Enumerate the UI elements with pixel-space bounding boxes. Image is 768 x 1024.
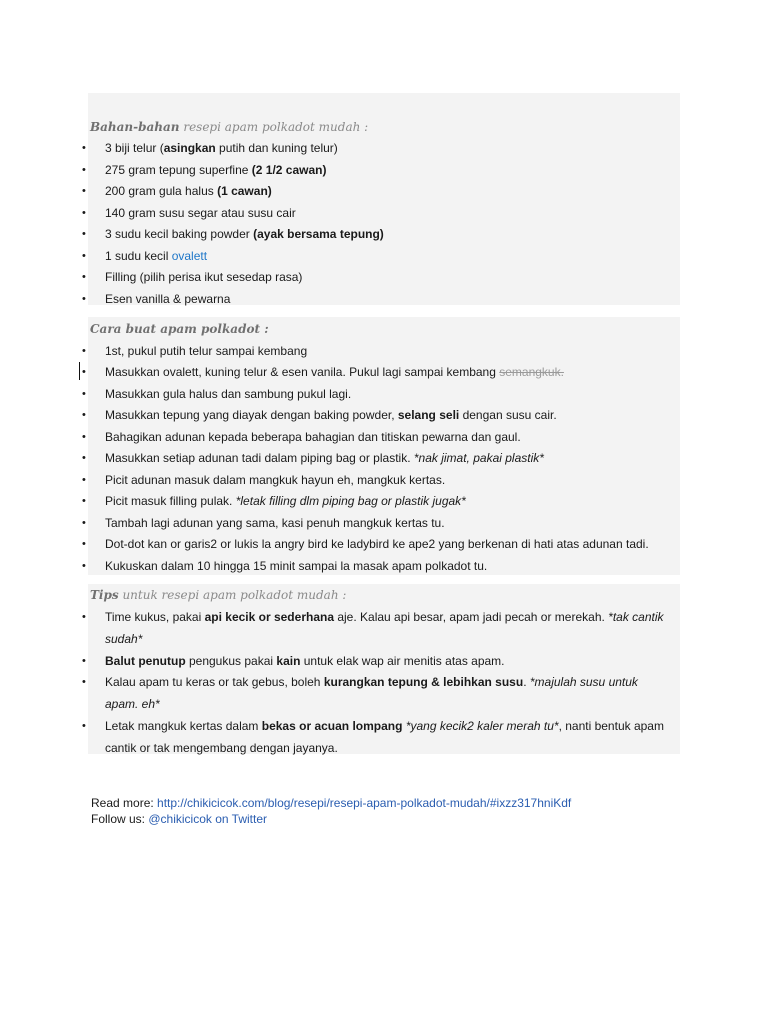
method-step	[0, 362, 649, 383]
bold-text: kain	[276, 653, 301, 668]
item-text	[105, 537, 649, 551]
italic-note: *yang kecik2 kaler merah tu*	[405, 718, 559, 733]
bullet-icon: •	[82, 292, 86, 305]
item-text	[105, 654, 505, 668]
bullet-icon: •	[82, 163, 86, 176]
bullet-icon: •	[82, 409, 86, 422]
bullet-icon: •	[82, 430, 86, 443]
italic-note: *letak filling dlm piping bag or plastik jugak*	[235, 494, 466, 509]
item-text	[105, 270, 302, 284]
tips-heading: Tips untuk resepi apam polkadot mudah :	[90, 588, 347, 602]
text-run: 1st, pukul putih telur sampai kembang	[105, 344, 308, 358]
bullet-icon: •	[82, 185, 86, 197]
text-run: Filling (pilih perisa ikut sesedap rasa)	[105, 270, 303, 284]
ingredient-item	[0, 289, 384, 311]
item-text	[105, 473, 445, 487]
bullet-icon: •	[82, 611, 86, 623]
bold-text: asingkan	[163, 141, 216, 155]
text-run: untuk elak wap air menitis atas apam.	[300, 653, 505, 668]
text-run: , nanti bentuk apam cantik or tak mengembang dengan jayanya.	[105, 718, 664, 755]
text-run: 275 gram tepung superfine	[105, 162, 252, 177]
bullet-icon: •	[82, 366, 86, 379]
bullet-icon: •	[82, 452, 86, 465]
item-text	[105, 716, 673, 760]
text-run: 3 sudu kecil baking powder	[105, 227, 254, 241]
ingredient-item	[0, 267, 384, 289]
bullet-icon: •	[82, 473, 86, 486]
bold-text: api kecik or sederhana	[204, 610, 334, 624]
item-text	[105, 249, 207, 263]
bullet-icon: •	[82, 228, 86, 240]
tip-item	[0, 672, 673, 716]
text-run: Picit masuk filling pulak.	[105, 494, 236, 509]
bullet-icon: •	[82, 495, 86, 508]
tip-item	[0, 607, 673, 651]
tips-list	[0, 607, 673, 760]
text-run: Kukuskan dalam 10 hingga 15 minit sampai la masak apam polkadot tu.	[105, 558, 488, 573]
tip-item	[0, 716, 673, 760]
read-more-line	[91, 796, 571, 810]
bold-text: Balut penutup	[105, 653, 186, 668]
method-step	[0, 427, 649, 448]
text-run: 200 gram gula halus	[105, 184, 218, 198]
bold-text: selang seli	[397, 408, 460, 423]
method-step	[0, 491, 649, 512]
text-run: Time kukus, pakai	[105, 610, 205, 624]
bullet-icon: •	[82, 345, 86, 357]
follow-label: Follow us:	[91, 812, 149, 826]
text-run: pengukus pakai	[185, 653, 277, 668]
read-more-label: Read more:	[91, 796, 158, 810]
item-text	[105, 227, 384, 241]
bullet-icon: •	[82, 676, 86, 689]
bullet-icon: •	[82, 206, 86, 219]
text-run: Picit adunan masuk dalam mangkuk hayun eh, mangkuk kertas.	[105, 472, 446, 487]
bullet-icon: •	[82, 142, 86, 154]
bold-text: kurangkan tepung & lebihkan susu	[323, 675, 524, 690]
text-run: Esen vanilla & pewarna	[105, 291, 231, 306]
item-text	[105, 408, 557, 422]
ingredients-list	[0, 138, 384, 310]
bullet-icon: •	[82, 559, 86, 572]
bullet-icon: •	[82, 719, 86, 732]
text-run: 1 sudu kecil	[105, 248, 172, 263]
item-text	[105, 494, 466, 508]
text-run: Masukkan gula halus dan sambung pukul lagi.	[105, 386, 352, 401]
text-run: Masukkan tepung yang diayak dengan baking powder,	[105, 408, 398, 423]
method-list	[0, 341, 649, 577]
method-step	[0, 405, 649, 426]
text-run: Kalau apam tu keras or tak gebus, boleh	[105, 675, 324, 690]
follow-line	[91, 812, 267, 826]
bullet-icon: •	[82, 271, 86, 283]
bullet-icon: •	[82, 654, 86, 667]
item-text	[105, 451, 544, 465]
text-run: Letak mangkuk kertas dalam	[105, 718, 262, 733]
text-run: Bahagikan adunan kepada beberapa bahagian dan titiskan pewarna dan gaul.	[105, 429, 521, 444]
item-text	[105, 672, 673, 716]
bullet-icon: •	[82, 538, 86, 551]
text-run: putih dan kuning telur)	[215, 141, 338, 155]
ingredient-item	[0, 181, 384, 203]
method-step	[0, 534, 649, 555]
text-run: Masukkan ovalett, kuning telur & esen vanila. Pukul lagi sampai kembang	[105, 365, 500, 380]
item-text	[105, 163, 326, 177]
method-step	[0, 448, 649, 469]
item-text	[105, 206, 296, 220]
italic-note: *tak cantik sudah*	[105, 610, 664, 646]
twitter-link[interactable]: @chikicicok on Twitter	[148, 812, 268, 826]
ingredient-item	[0, 160, 384, 182]
text-run: Tambah lagi adunan yang sama, kasi penuh mangkuk kertas tu.	[105, 515, 445, 530]
text-run: 140 gram susu segar atau susu cair	[105, 205, 296, 220]
bullet-icon: •	[82, 249, 86, 262]
method-step	[0, 341, 649, 362]
bold-text: (1 cawan)	[217, 184, 272, 198]
text-run: dengan susu cair.	[459, 408, 557, 423]
ingredient-item	[0, 224, 384, 246]
item-text	[105, 141, 338, 155]
item-text	[105, 430, 521, 444]
text-run: 3 biji telur (	[105, 141, 164, 155]
method-heading: Cara buat apam polkadot :	[90, 322, 269, 336]
item-text	[105, 365, 564, 379]
bold-text: bekas or acuan lompang	[261, 718, 403, 733]
item-text	[105, 292, 230, 306]
item-text	[105, 607, 673, 651]
item-text	[105, 516, 445, 530]
ingredient-item	[0, 246, 384, 268]
method-step	[0, 556, 649, 577]
ovalett-link[interactable]: ovalett	[171, 248, 208, 263]
item-text	[105, 184, 272, 198]
text-run: aje. Kalau api besar, apam jadi pecah or merekah.	[334, 610, 609, 624]
ingredients-heading: Bahan-bahan resepi apam polkadot mudah :	[90, 120, 369, 134]
text-run: .	[523, 675, 530, 690]
item-text	[105, 387, 351, 401]
item-text	[105, 344, 307, 358]
method-step	[0, 513, 649, 534]
tip-item	[0, 651, 673, 673]
text-run: Masukkan setiap adunan tadi dalam piping bag or plastik.	[105, 451, 414, 466]
bullet-icon: •	[82, 516, 86, 529]
italic-note: *nak jimat, pakai plastik*	[413, 451, 544, 466]
read-more-link[interactable]: http://chikicicok.com/blog/resepi/resepi-apam-polkadot-mudah/#ixzz317hniKdf	[157, 796, 572, 810]
ingredient-item	[0, 203, 384, 225]
item-text	[105, 559, 487, 573]
method-step	[0, 384, 649, 405]
bullet-icon: •	[82, 387, 86, 400]
bold-text: (ayak bersama tepung)	[253, 227, 384, 241]
italic-note: *majulah susu untuk apam. eh*	[105, 675, 638, 712]
method-step	[0, 470, 649, 491]
text-run: Dot-dot kan or garis2 or lukis la angry bird ke ladybird ke ape2 yang berkenan di hati atas adunan tadi.	[105, 537, 649, 552]
bold-text: (2 1/2 cawan)	[251, 162, 327, 177]
ingredient-item	[0, 138, 384, 160]
struck-text: semangkuk.	[499, 365, 564, 380]
